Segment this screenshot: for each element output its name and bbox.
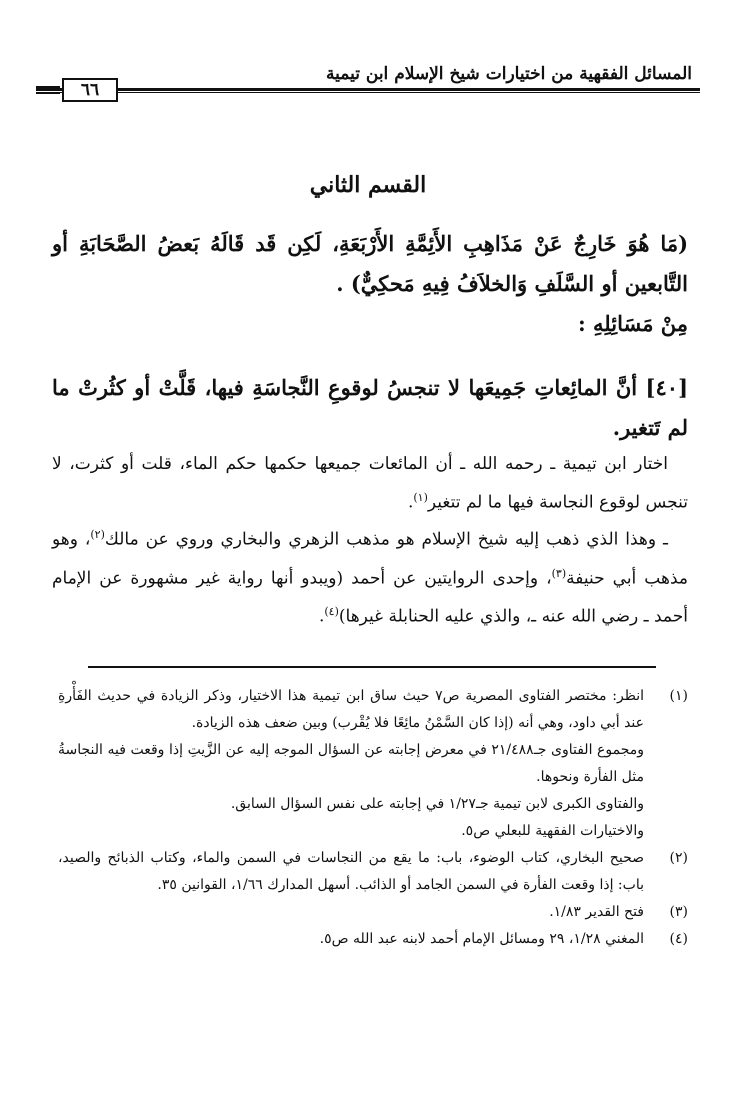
footnote-separator <box>88 666 656 668</box>
running-header <box>36 64 700 98</box>
issue-paragraph-2: ـ وهذا الذي ذهب إليه شيخ الإسلام هو مذهب الزهري والبخاري وروي عن مالك$^{(٢)}$، وهو مذهب أبي حنيفة$^{(٣)}$، وإحدى الروايتين عن أحمد (ويبدو أنها رواية غير مشهورة عن الإمام أحمد ـ رضي الله عنه ـ، والذي عليه الحنابلة غيرها)$^{(٤)}$. <box>52 528 688 627</box>
footnote-ref: (٣) <box>551 566 567 580</box>
header-rule-thin <box>36 92 700 93</box>
paragraph-text: ـ وهذا الذي ذهب إليه شيخ الإسلام هو مذهب الزهري والبخاري وروي عن مالك <box>104 529 668 550</box>
footnote-ref: (١) <box>413 491 428 504</box>
footnote-text: المغني ١/٢٨، ٢٩ ومسائل الإمام أحمد لابنه عبد الله ص٥. <box>319 931 644 947</box>
footnote-ref: (٢) <box>90 528 105 541</box>
paragraph-text: اختار ابن تيمية ـ رحمه الله ـ أن المائعات جميعها حكمها حكم الماء، قلت أو كثرت، لا تنجس لوقوع النجاسة فيها ما لم تتغير <box>52 454 688 513</box>
section-intro: (مَا هُوَ خَارِجٌ عَنْ مَذَاهِبِ الأَئِمَّةِ الأَرْبَعَةِ، لَكِن قَد قَالَهُ بَعضُ الصَّحَابَةِ أو التَّابعين أو السَّلَفِ وَالخلاَفُ فِيهِ مَحكِيٌّ) . <box>52 231 688 296</box>
footnote-text: والفتاوى الكبرى لابن تيمية جـ١/٢٧ في إجابته على نفس السؤال السابق. <box>230 796 644 812</box>
footnote-number: (٢) <box>669 850 688 866</box>
footnote-text: ومجموع الفتاوى جـ٢١/٤٨٨ في معرض إجابته عن السؤال الموجه إليه عن الزَّيتِ إذا وقعت فيه النجاسةُ مثل الفأرة ونحوها. <box>58 742 644 785</box>
footnote-ref: (٤) <box>324 605 339 619</box>
footnote-number: (٤) <box>669 931 688 947</box>
paragraph-text: ، وإحدى الروايتين عن أحمد (ويبدو أنها رواية غير مشهورة عن الإمام أحمد ـ رضي الله عنه ـ، والذي عليه الحنابلة غيرها) <box>52 568 688 627</box>
footnote-number: (٣) <box>669 904 688 920</box>
footnote-text: والاختيارات الفقهية للبعلي ص٥. <box>461 823 644 839</box>
subheading: مِنْ مَسَائِلِهِ : <box>577 311 688 336</box>
footnote-number: (١) <box>669 688 688 704</box>
section-title: القسم الثاني <box>309 172 427 198</box>
header-rule <box>36 88 700 91</box>
footnote-text: انظر: مختصر الفتاوى المصرية ص٧ حيث ساق ابن تيمية هذا الاختيار، وذكر الزيادة في حديث الفَأْرةِ عند أبي داود، وهي أنه (إذا كان السَّمْنُ مائِعًا فلا يُقْرب) وبين ضعف هذه الزيادة. <box>58 688 644 731</box>
issue-heading: [٤٠] أنَّ المائِعاتِ جَمِيعَها لا تنجسُ لوقوعِ النَّجاسَةِ فيها، قَلَّتْ أو كثُرتْ ما لم تَتغير. <box>52 375 688 440</box>
footnote-text: صحيح البخاري، كتاب الوضوء، باب: ما يقع من النجاسات في السمن والماء، وكتاب الذبائح والصيد، باب: إذا وقعت الفأرة في السمن الجامد أو الذائب. أسهل المدارك ١/٦٦، القوانين ٣٥. <box>58 850 644 893</box>
header-title: المسائل الفقهية من اختيارات شيخ الإسلام ابن تيمية <box>326 64 692 84</box>
issue-paragraph-1: اختار ابن تيمية ـ رحمه الله ـ أن المائعات جميعها حكمها حكم الماء، قلت أو كثرت، لا تنجس لوقوع النجاسة فيها ما لم تتغير$^{(١)}$. <box>52 454 688 513</box>
paragraph-text: ، وهو مذهب أبي حنيفة <box>52 529 688 589</box>
footnote-2 <box>58 845 688 899</box>
header-rule-left <box>36 86 60 88</box>
page-number: ٦٦ <box>62 78 118 102</box>
header-rule-left-lower <box>36 92 60 94</box>
footnotes <box>58 683 688 953</box>
footnote-text: فتح القدير ١/٨٣. <box>549 904 644 920</box>
footnote-4 <box>58 926 688 953</box>
footnote-3 <box>58 899 688 926</box>
footnote-1 <box>58 683 688 737</box>
